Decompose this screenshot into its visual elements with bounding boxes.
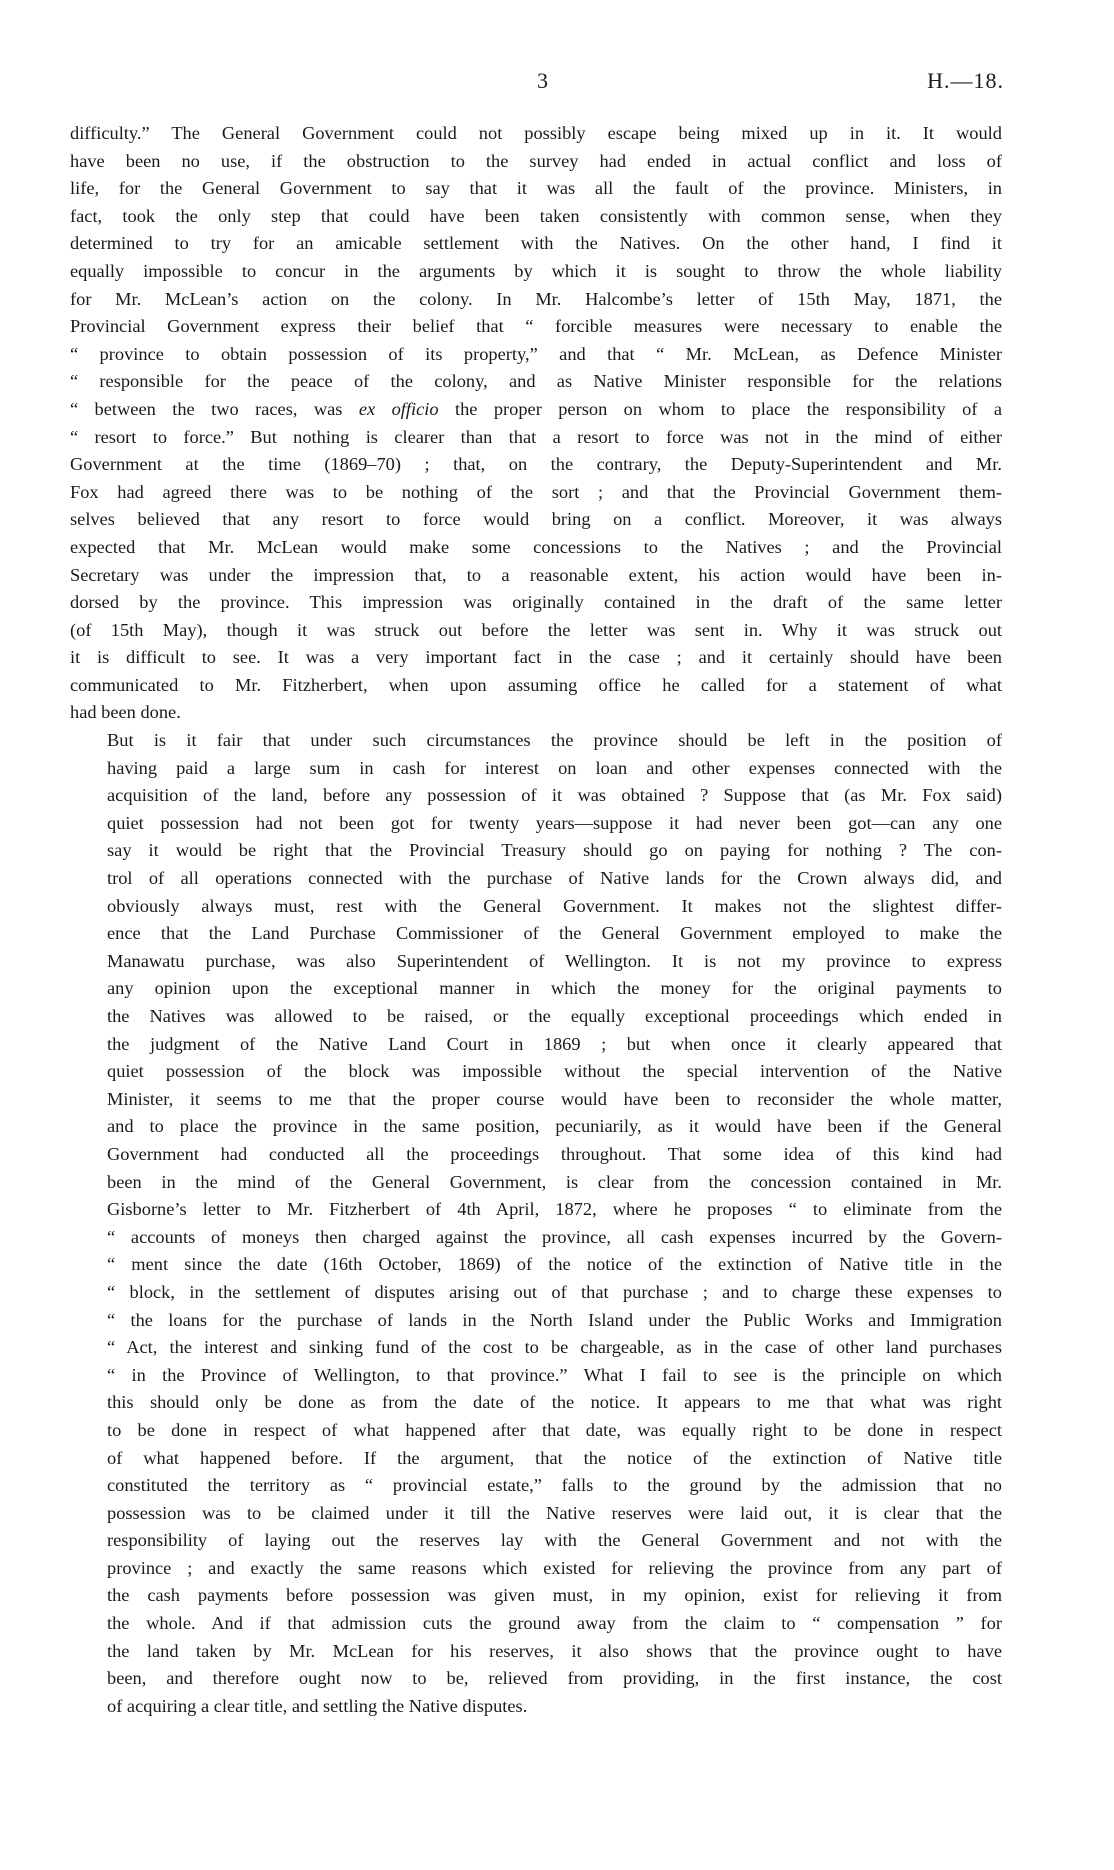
text-line: the whole. And if that admission cuts the ground away from the claim to “ compensation ” for (107, 1613, 1002, 1634)
text-line: of acquiring a clear title, and settling the Native disputes. (107, 1695, 528, 1716)
text-line: Fox had agreed there was to be nothing of the sort ; and that the Provincial Government them- (70, 481, 1002, 502)
document-reference: H.—18. (927, 68, 1004, 93)
text-line: of what happened before. If the argument, that the notice of the extinction of Native title (107, 1447, 1002, 1468)
text-line: “ accounts of moneys then charged against the province, all cash expenses incurred by the Govern- (107, 1226, 1002, 1247)
text-line: “ responsible for the peace of the colony, and as Native Minister responsible for the relations (70, 371, 1002, 392)
text-line: quiet possession of the block was impossible without the special intervention of the Native (107, 1061, 1002, 1082)
text-line: Government at the time (1869–70) ; that, on the contrary, the Deputy-Superintendent and Mr. (70, 454, 1002, 475)
text-line: trol of all operations connected with the purchase of Native lands for the Crown always did, and (107, 868, 1002, 889)
text-line: the Natives was allowed to be raised, or the equally exceptional proceedings which ended in (107, 1006, 1002, 1026)
text-line: “ block, in the settlement of disputes arising out of that purchase ; and to charge these expenses to (107, 1281, 1002, 1302)
text-line: possession was to be claimed under it till the Native reserves were laid out, it is clear that the (107, 1502, 1002, 1523)
text-line: and to place the province in the same position, pecuniarily, as it would have been if the General (107, 1116, 1002, 1137)
text-line: (of 15th May), though it was struck out before the letter was sent in. Why it was struck out (70, 619, 1002, 640)
text-line: expected that Mr. McLean would make some concessions to the Natives ; and the Provincial (70, 536, 1002, 557)
text-line: fact, took the only step that could have been taken consistently with common sense, when they (70, 205, 1002, 226)
text-line: to be done in respect of what happened after that date, was equally right to be done in respect (107, 1419, 1002, 1440)
text-line: have been no use, if the obstruction to the survey had ended in actual conflict and loss of (70, 150, 1002, 171)
text-line: “ ment since the date (16th October, 1869) of the notice of the extinction of Native title in the (107, 1254, 1002, 1275)
text-line: Minister, it seems to me that the proper course would have been to reconsider the whole matter, (107, 1088, 1002, 1109)
text-line: selves believed that any resort to force would bring on a conflict. Moreover, it was always (70, 509, 1002, 530)
text-line: any opinion upon the exceptional manner in which the money for the original payments to (107, 978, 1002, 999)
text-line: “ Act, the interest and sinking fund of the cost to be chargeable, as in the case of other land purchases (107, 1337, 1002, 1358)
paragraph (70, 727, 1002, 1720)
text-line: “ in the Province of Wellington, to that province.” What I fail to see is the principle on which (107, 1364, 1002, 1385)
paragraph (70, 120, 1002, 727)
text-line: this should only be done as from the date of the notice. It appears to me that what was right (107, 1392, 1002, 1413)
text-line: for Mr. McLean’s action on the colony. In Mr. Halcombe’s letter of 15th May, 1871, the (70, 288, 1002, 309)
text-line: “ the loans for the purchase of lands in the North Island under the Public Works and Immigration (107, 1309, 1002, 1330)
text-line: Manawatu purchase, was also Superintendent of Wellington. It is not my province to express (107, 950, 1002, 971)
text-line: “ resort to force.” But nothing is clearer than that a resort to force was not in the mind of either (70, 426, 1002, 447)
text-line: the land taken by Mr. McLean for his reserves, it also shows that the province ought to have (107, 1640, 1002, 1661)
text-line: Secretary was under the impression that, to a reasonable extent, his action would have been in- (70, 564, 1002, 585)
text-line: acquisition of the land, before any possession of it was obtained ? Suppose that (as Mr. Fox said) (107, 785, 1002, 806)
page-number: 3 (537, 68, 549, 93)
text-line: dorsed by the province. This impression was originally contained in the draft of the same letter (70, 592, 1002, 613)
text-line: obviously always must, rest with the General Government. It makes not the slightest differ- (107, 895, 1002, 916)
text-line: “ province to obtain possession of its property,” and that “ Mr. McLean, as Defence Minister (70, 343, 1002, 364)
text-line: But is it fair that under such circumstances the province should be left in the position of (107, 730, 1002, 751)
text-line: the judgment of the Native Land Court in 1869 ; but when once it clearly appeared that (107, 1033, 1002, 1054)
text-line: been, and therefore ought now to be, relieved from providing, in the first instance, the cost (107, 1668, 1002, 1689)
text-line: life, for the General Government to say that it was all the fault of the province. Ministers, in (70, 178, 1002, 199)
text-line: difficulty.” The General Government could not possibly escape being mixed up in it. It would (70, 123, 1002, 143)
text-line: had been done. (70, 702, 181, 723)
text-line: Government had conducted all the proceedings throughout. That some idea of this kind had (107, 1143, 1002, 1164)
text-line: having paid a large sum in cash for interest on loan and other expenses connected with the (107, 757, 1002, 778)
text-line: determined to try for an amicable settlement with the Natives. On the other hand, I find it (70, 233, 1002, 254)
text-line: the cash payments before possession was given must, in my opinion, exist for relieving it from (107, 1585, 1002, 1606)
text-line: province ; and exactly the same reasons which existed for relieving the province from any part of (107, 1557, 1002, 1578)
text-line: been in the mind of the General Government, is clear from the concession contained in Mr. (107, 1171, 1002, 1192)
body-text (70, 120, 1002, 1720)
text-line: it is difficult to see. It was a very important fact in the case ; and it certainly should have been (70, 647, 1002, 668)
page-header (0, 68, 1114, 98)
text-line: equally impossible to concur in the arguments by which it is sought to throw the whole liability (70, 260, 1002, 281)
text-line: communicated to Mr. Fitzherbert, when upon assuming office he called for a statement of what (70, 674, 1002, 695)
text-line: responsibility of laying out the reserves lay with the General Government and not with the (107, 1530, 1002, 1551)
text-line: Gisborne’s letter to Mr. Fitzherbert of 4th April, 1872, where he proposes “ to eliminate from the (107, 1199, 1002, 1220)
text-line: say it would be right that the Provincial Treasury should go on paying for nothing ? The con- (107, 840, 1002, 861)
text-line: “ between the two races, was ex officio the proper person on whom to place the responsibility of a (70, 398, 1002, 419)
text-line: constituted the territory as “ provincial estate,” falls to the ground by the admission that no (107, 1475, 1002, 1496)
text-line: quiet possession had not been got for twenty years—suppose it had never been got—can any one (107, 812, 1002, 833)
text-line: Provincial Government express their belief that “ forcible measures were necessary to enable the (70, 316, 1002, 337)
text-line: ence that the Land Purchase Commissioner of the General Government employed to make the (107, 923, 1002, 944)
